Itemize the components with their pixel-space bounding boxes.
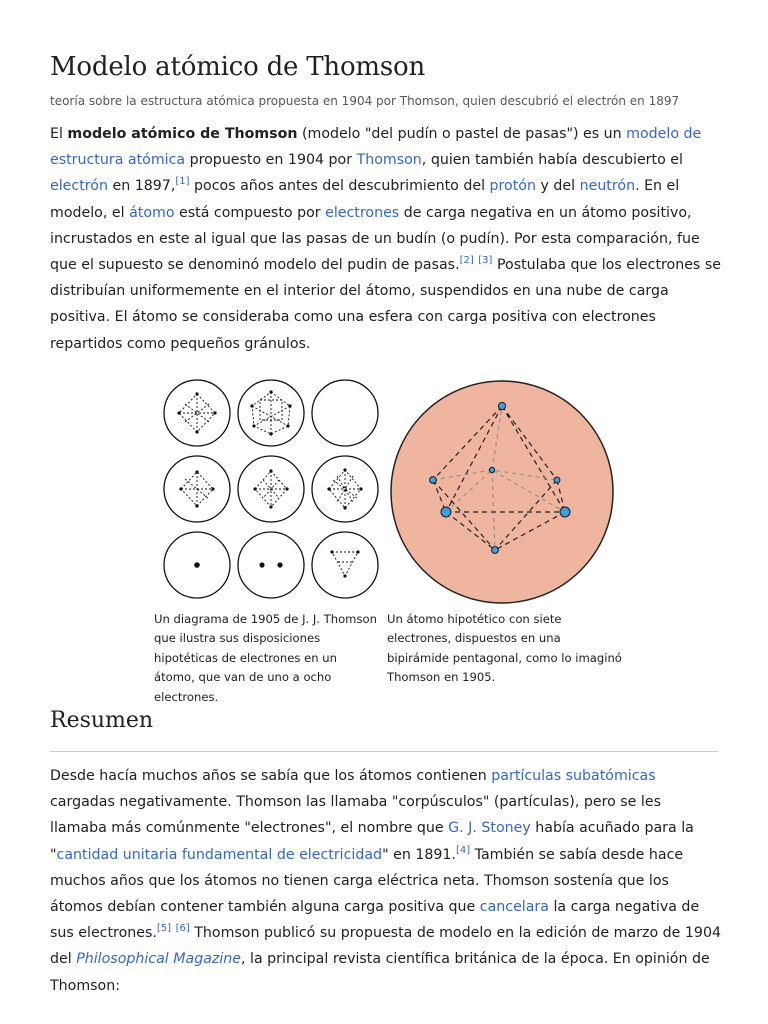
link-electron[interactable]: electrón: [50, 178, 108, 195]
link-particulas-subatomicas[interactable]: partículas subatómicas: [491, 768, 656, 784]
reference-5[interactable]: [157, 923, 171, 934]
text: , quien también había descubierto el: [421, 152, 683, 169]
text: , la principal revista científica británica de la época. En opinión de Thomson:: [50, 951, 710, 994]
link-electrones[interactable]: electrones: [325, 204, 400, 221]
text: Thomson publicó su propuesta de modelo en la edición de marzo de 1904 del: [50, 925, 722, 968]
reference-6[interactable]: [176, 923, 190, 934]
text: Desde hacía muchos años se sabía que los átomos contienen: [50, 768, 492, 784]
figure-caption-right: Un átomo hipotético con siete electrones, dispuestos en una bipirámide pentagonal, como lo imaginó Thomson en 1905.: [387, 612, 622, 685]
link-thomson[interactable]: Thomson: [356, 152, 422, 169]
ref-link[interactable]: [5]: [156, 923, 172, 935]
text: También se sabía desde hace muchos años que los átomos no tienen carga eléctrica neta. Thomson sostenía que los átomos debían contener también alguna carga positiva que: [50, 846, 684, 916]
figure-caption-left: Un diagrama de 1905 de J. J. Thomson que ilustra sus disposiciones hipotéticas de electrones en un átomo, que van de uno a ocho electrones.: [154, 612, 377, 704]
text: había acuñado para la ": [50, 820, 694, 863]
electron-left: [430, 477, 437, 484]
text: Postulaba que los electrones se distribuían uniformemente en el interior del átomo, suspendidos en una nube de carga positiva. El átomo se consideraba como una esfera con carga positiva con electrones repartidos como pequeños gránulos.: [50, 257, 721, 352]
link-neutron[interactable]: neutrón: [579, 178, 636, 195]
electron-front-left: [441, 507, 451, 517]
ref-link[interactable]: [6]: [175, 923, 190, 935]
text: propuesto en 1904 por: [185, 152, 357, 169]
text: El: [50, 126, 68, 142]
electron-right: [554, 477, 560, 483]
electron-front-right: [560, 507, 570, 517]
ref-link[interactable]: [3]: [478, 255, 493, 267]
page-subtitle: teoría sobre la estructura atómica propuesta en 1904 por Thomson, quien descubrió el electrón en 1897: [50, 94, 680, 108]
link-philosophical-magazine[interactable]: [76, 951, 241, 967]
electron-bottom: [492, 547, 499, 554]
positive-sphere: [391, 381, 613, 603]
intro-paragraph: [50, 121, 722, 357]
text: . En el modelo, el: [50, 178, 680, 221]
reference-1[interactable]: [175, 176, 189, 187]
reference-2[interactable]: [460, 255, 474, 266]
thomson-diagram-figure[interactable]: [160, 376, 382, 602]
text: y del: [535, 178, 580, 195]
electron-back: [489, 467, 494, 472]
bold-term: modelo atómico de Thomson: [67, 126, 298, 142]
ref-link[interactable]: [1]: [175, 176, 190, 188]
summary-paragraph: [50, 763, 722, 999]
text: en 1897,: [107, 178, 176, 195]
text: la carga negativa de sus electrones.: [50, 899, 700, 942]
link-proton[interactable]: protón: [489, 178, 536, 195]
ref-link[interactable]: [4]: [455, 844, 471, 856]
magazine-title: Philosophical Magazine: [76, 951, 241, 968]
seven-electron-atom-figure[interactable]: [388, 378, 616, 606]
text: " en 1891.: [382, 846, 456, 863]
electron-top: [498, 402, 505, 409]
link-cancelara[interactable]: cancelara: [479, 899, 549, 916]
ref-link[interactable]: [2]: [459, 255, 474, 267]
text: de carga negativa en un átomo positivo, incrustados en este al igual que las pasas de un budín (o pudín). Por esta comparación, fue que el supuesto se denominó modelo del pudin de pasas.: [50, 204, 700, 274]
text: (modelo "del pudín o pastel de pasas") es un: [297, 126, 627, 142]
text: está compuesto por: [174, 204, 326, 221]
link-cantidad-unitaria[interactable]: cantidad unitaria fundamental de electricidad: [56, 846, 383, 863]
link-stoney[interactable]: G. J. Stoney: [448, 820, 531, 837]
section-heading-resumen: Resumen: [50, 708, 154, 733]
reference-3[interactable]: [478, 255, 492, 266]
text: cargadas negativamente. Thomson las llamaba "corpúsculos" (partículas), pero se les llamaba más comúnmente "electrones", el nombre que: [50, 794, 661, 837]
text: pocos años antes del descubrimiento del: [189, 178, 490, 195]
link-modelo-estructura[interactable]: modelo de estructura atómica: [50, 126, 702, 169]
reference-4[interactable]: [456, 845, 470, 856]
link-atomo[interactable]: átomo: [129, 204, 175, 221]
section-divider: [50, 751, 718, 752]
page-title: Modelo atómico de Thomson: [50, 52, 426, 82]
